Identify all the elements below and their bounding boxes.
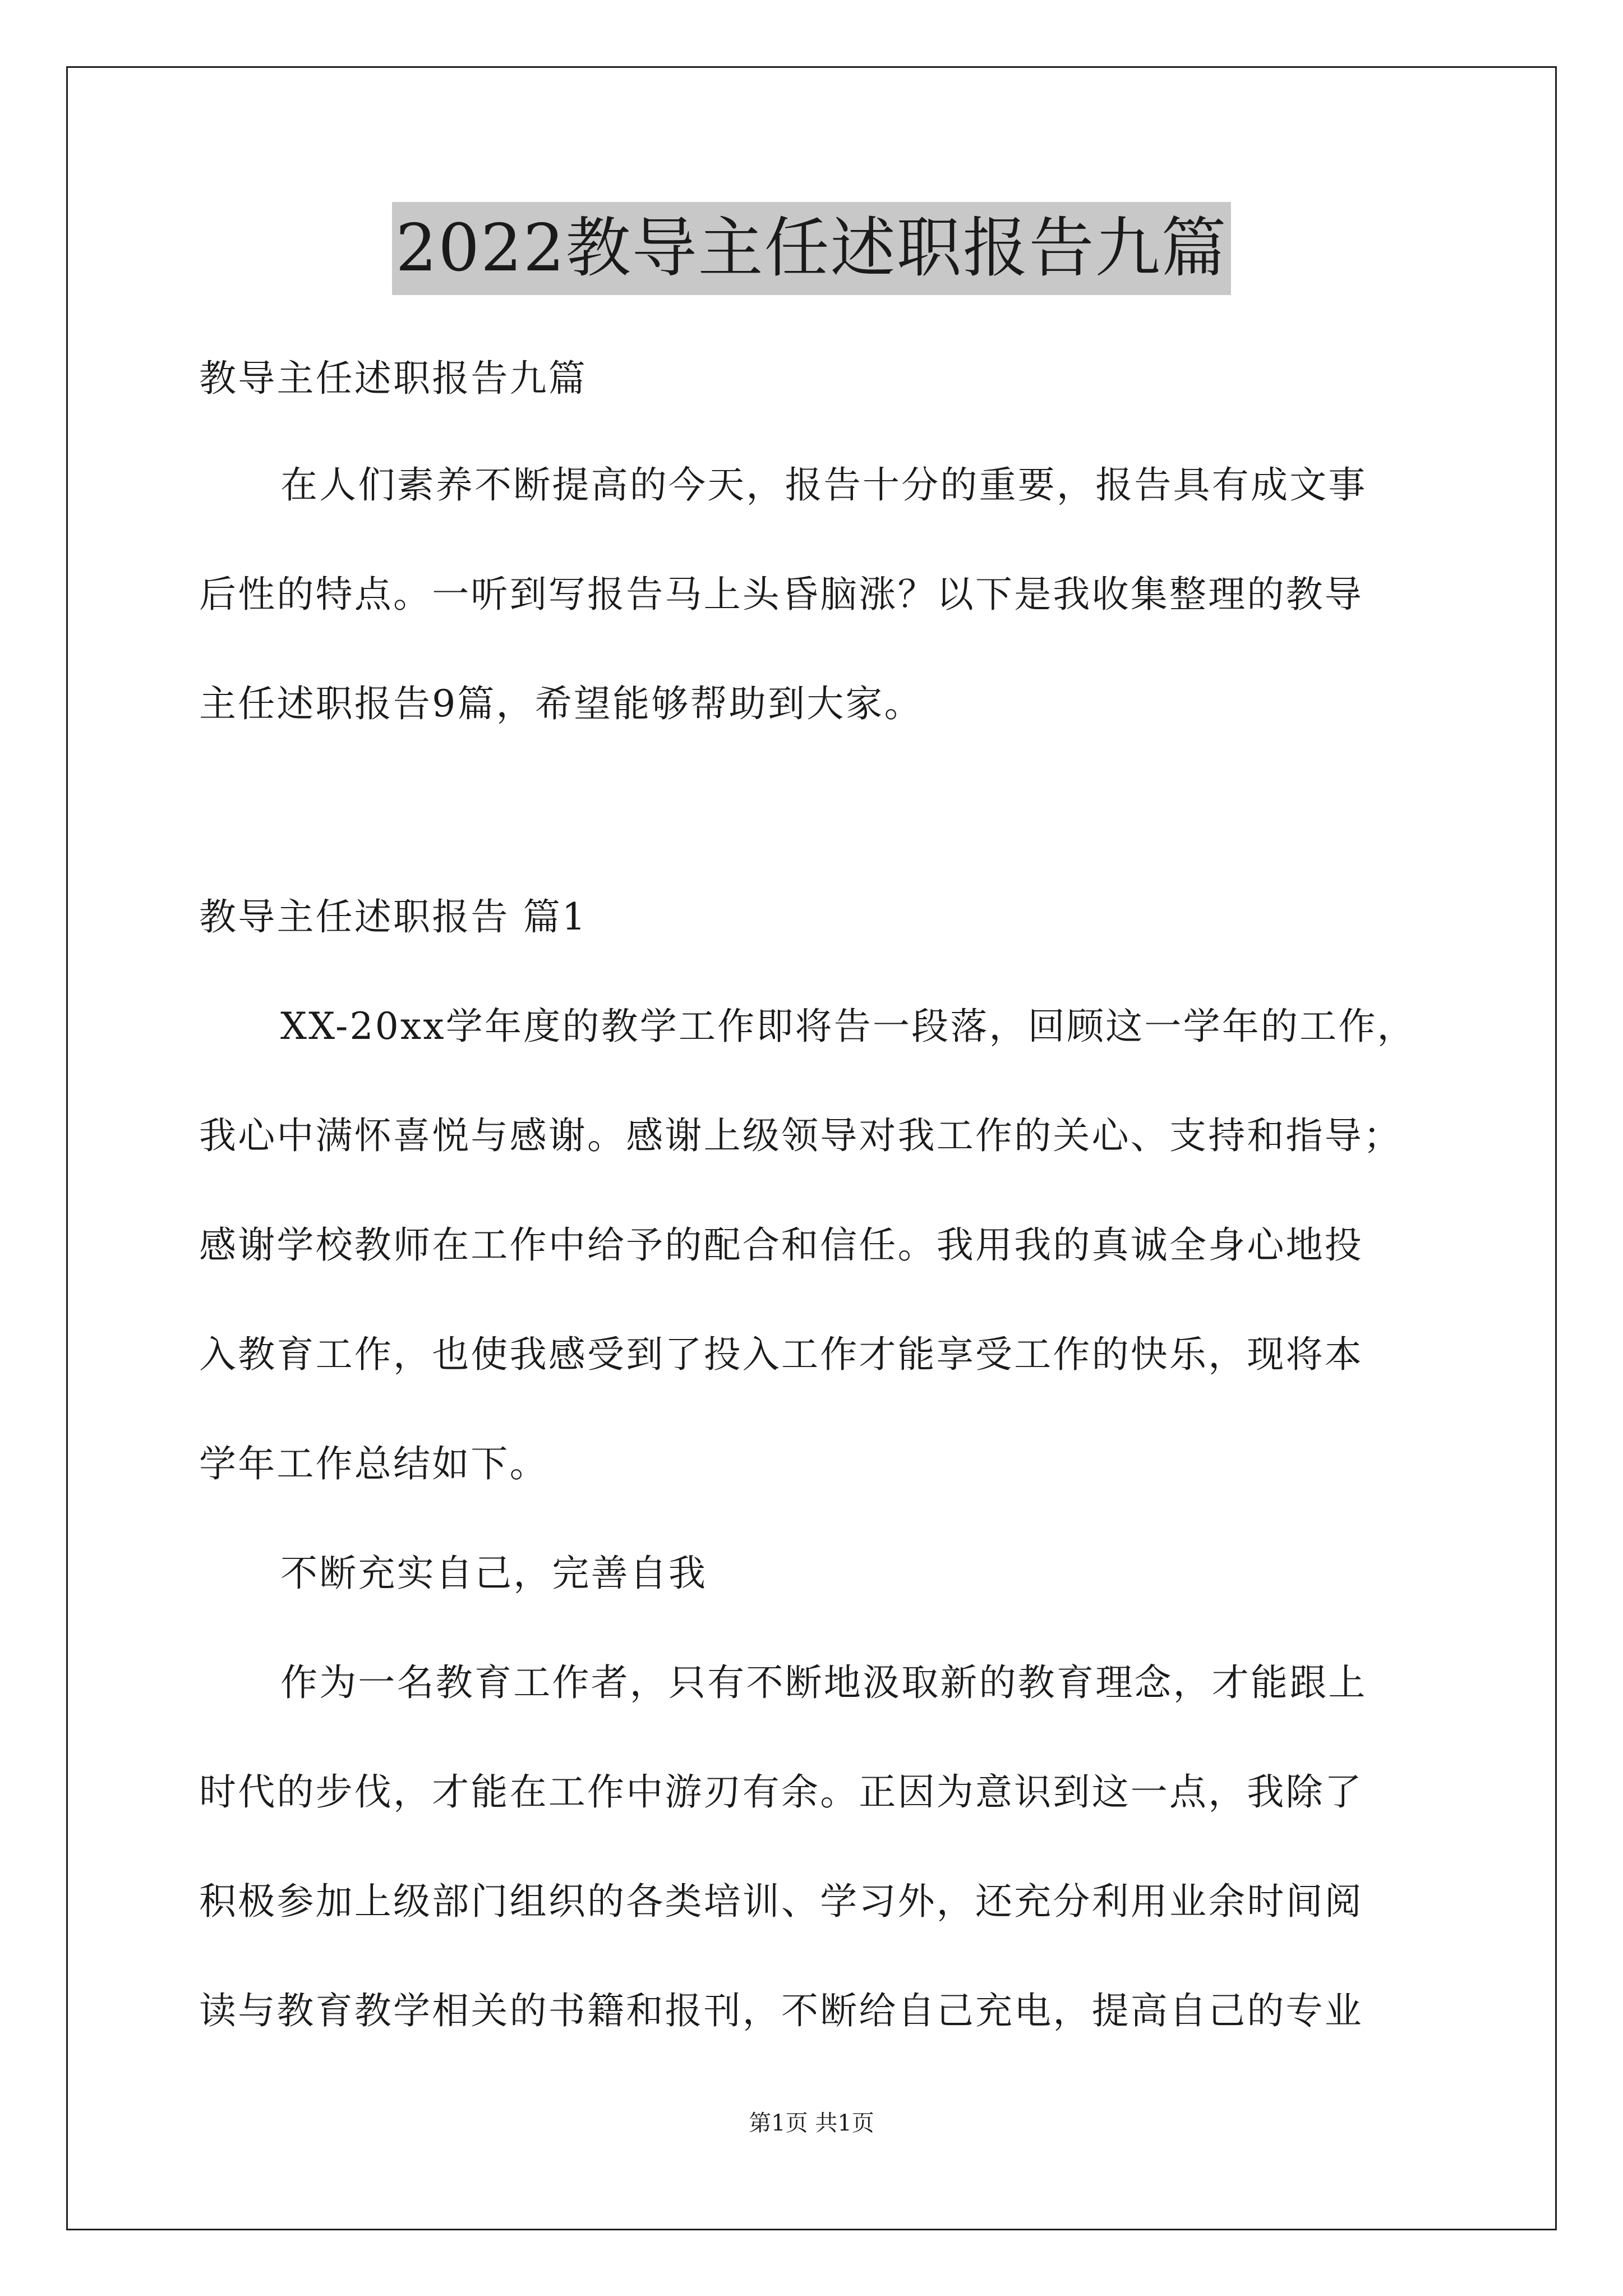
para2-line-4: 读与教育教学相关的书籍和报刊，不断给自己充电，提高自己的专业 [199,1989,1363,2032]
para1-line-2: 我心中满怀喜悦与感谢。感谢上级领导对我工作的关心、支持和指导； [199,1114,1403,1157]
page-footer: 第1页 共1页 [749,2110,874,2136]
para2-line-2: 时代的步伐，才能在工作中游刃有余。正因为意识到这一点，我除了 [199,1770,1363,1814]
intro-line-1: 在人们素养不断提高的今天，报告十分的重要，报告具有成文事 [280,463,1367,507]
para1-line-4: 入教育工作，也使我感受到了投入工作才能享受工作的快乐，现将本 [199,1333,1363,1376]
para1-line-3: 感谢学校教师在工作中给予的配合和信任。我用我的真诚全身心地投 [199,1223,1363,1267]
title-container [0,202,1623,295]
para2-line-3: 积极参加上级部门组织的各类培训、学习外，还充分利用业余时间阅 [199,1880,1363,1923]
para1-line-1: XX-20xx学年度的教学工作即将告一段落，回顾这一学年的工作， [280,1005,1416,1048]
intro-line-3: 主任述职报告9篇，希望能够帮助到大家。 [199,682,923,725]
intro-line-2: 后性的特点。一听到写报告马上头昏脑涨？以下是我收集整理的教导 [199,573,1363,616]
para2-line-1: 作为一名教育工作者，只有不断地汲取新的教育理念，才能跟上 [280,1661,1367,1704]
subtitle: 教导主任述职报告九篇 [199,357,587,400]
para1-line-5: 学年工作总结如下。 [199,1442,548,1485]
section-heading: 教导主任述职报告 篇1 [199,895,588,938]
document-title: 2022教导主任述职报告九篇 [392,202,1230,295]
subheading: 不断充实自己，完善自我 [280,1552,708,1595]
